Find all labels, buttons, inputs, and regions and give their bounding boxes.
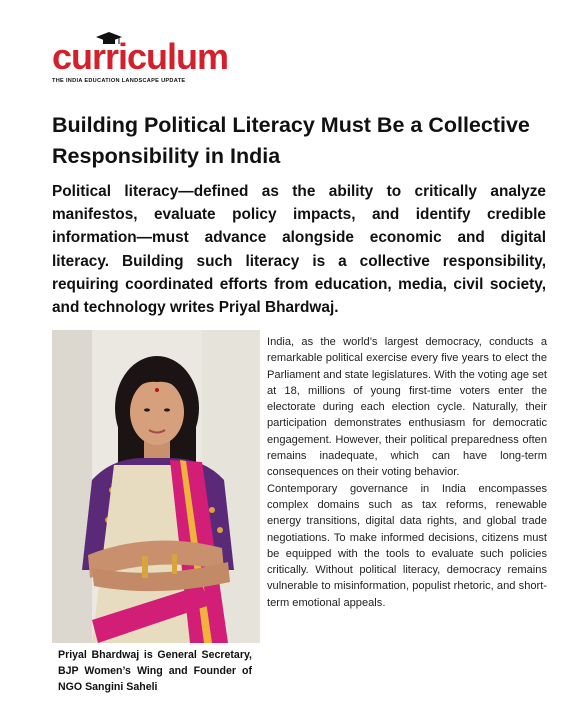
author-name: Priyal Bhardwaj.: [218, 299, 339, 317]
author-photo: [52, 330, 260, 643]
curriculum-logo: [52, 36, 229, 84]
article-headline: Building Political Literacy Must Be a Collective Responsibility in India: [52, 113, 530, 168]
standfirst-text: Political literacy—defined as the ability to critically analyze manifestos, evaluate policy impacts, and identify credible information—must advance alongside economic and digital literacy. Building such literacy is a collective responsibility, requiring coordinated efforts from education, media, civil society, and technology writes: [52, 183, 546, 317]
body-paragraph: India, as the world’s largest democracy, conducts a remarkable political exercise every five years to elect the Parliament and state legislatures. With the voting age set at 18, millions of young first-time voters enter the electorate during each election cycle. Naturally, their participation demonstrates enthusiasm for democratic engagement. However, their political preparedness often remains inadequate, which can have long-term consequences on their voting behavior.: [267, 336, 547, 479]
logo-wordmark: curriculum: [52, 36, 229, 77]
logo-tagline: THE INDIA EDUCATION LANDSCAPE UPDATE: [52, 78, 186, 84]
author-portrait: [52, 330, 260, 643]
article-standfirst: [52, 180, 546, 319]
photo-caption: Priyal Bhardwaj is General Secretary, BJP Women’s Wing and Founder of NGO Sangini Saheli: [58, 649, 252, 693]
article-body: [267, 334, 547, 611]
body-paragraph: Contemporary governance in India encompasses complex domains such as tax reforms, renewable energy transitions, digital data rights, and global trade negotiations. To make informed decisions, citizens must be equipped with the tools to evaluate such policies critically. Without political literacy, democracy remains vulnerable to misinformation, populist rhetoric, and short-term emotional appeals.: [267, 482, 547, 609]
